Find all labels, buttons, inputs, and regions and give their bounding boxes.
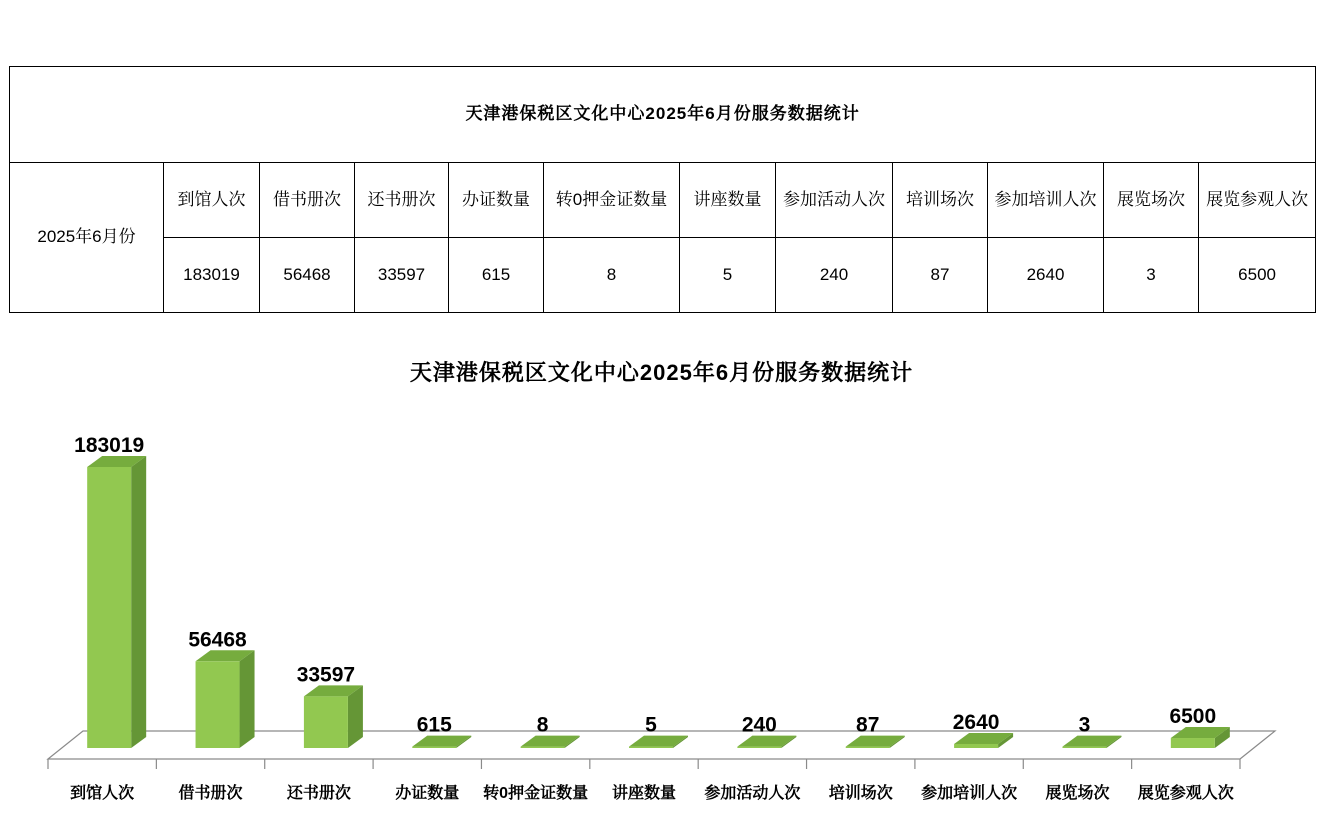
bar-front-face xyxy=(304,696,348,748)
category-label: 还书册次 xyxy=(286,785,351,802)
header-cell: 转0押金证数量 xyxy=(544,163,680,238)
category-label: 培训场次 xyxy=(828,785,893,802)
period-cell: 2025年6月份 xyxy=(10,163,164,313)
value-cell: 56468 xyxy=(260,238,355,313)
header-cell: 讲座数量 xyxy=(680,163,776,238)
category-label: 借书册次 xyxy=(178,785,243,802)
bar-front-face xyxy=(412,747,456,748)
header-cell: 培训场次 xyxy=(893,163,988,238)
header-cell: 参加培训人次 xyxy=(988,163,1104,238)
bar-value-label: 2640 xyxy=(952,710,1000,734)
bar-side-face xyxy=(131,456,146,748)
category-label: 参加活动人次 xyxy=(704,785,801,802)
bar-chart xyxy=(0,410,1323,832)
value-cell: 240 xyxy=(776,238,893,313)
bar-front-face xyxy=(846,747,890,748)
header-cell: 展览场次 xyxy=(1104,163,1199,238)
category-label: 转0押金证数量 xyxy=(483,785,589,802)
value-cell: 33597 xyxy=(355,238,449,313)
bar-value-label: 87 xyxy=(856,713,880,737)
bar-front-face xyxy=(737,747,781,748)
header-cell: 到馆人次 xyxy=(164,163,260,238)
bar-value-label: 6500 xyxy=(1169,705,1217,729)
bar-value-label: 3 xyxy=(1078,713,1091,737)
bar-front-face xyxy=(521,747,565,748)
bar-value-label: 240 xyxy=(741,713,777,737)
statistics-table xyxy=(9,66,1315,313)
bar-front-face xyxy=(954,744,998,748)
bar-side-face xyxy=(240,650,255,748)
category-label: 讲座数量 xyxy=(611,785,677,802)
value-cell: 5 xyxy=(680,238,776,313)
header-cell: 展览参观人次 xyxy=(1199,163,1316,238)
value-cell: 6500 xyxy=(1199,238,1316,313)
bar-front-face xyxy=(1171,738,1215,748)
value-cell: 2640 xyxy=(988,238,1104,313)
bar-chart-svg xyxy=(0,410,1323,832)
value-cell: 8 xyxy=(544,238,680,313)
header-cell: 办证数量 xyxy=(449,163,544,238)
category-label: 展览场次 xyxy=(1045,785,1110,802)
category-label: 到馆人次 xyxy=(70,785,135,802)
bar-front-face xyxy=(1062,747,1106,748)
table-title: 天津港保税区文化中心2025年6月份服务数据统计 xyxy=(10,67,1316,163)
bar-front-face xyxy=(196,661,240,748)
bar-value-label: 5 xyxy=(645,713,657,737)
value-cell: 615 xyxy=(449,238,544,313)
header-cell: 还书册次 xyxy=(355,163,449,238)
bar-front-face xyxy=(629,747,673,748)
category-label: 办证数量 xyxy=(395,785,460,802)
bar-front-face xyxy=(87,467,131,748)
value-cell: 183019 xyxy=(164,238,260,313)
category-label: 参加培训人次 xyxy=(921,785,1018,802)
header-cell: 参加活动人次 xyxy=(776,163,893,238)
header-cell: 借书册次 xyxy=(260,163,355,238)
bar-value-label: 183019 xyxy=(74,434,145,457)
bar-value-label: 56468 xyxy=(188,628,247,652)
value-cell: 87 xyxy=(893,238,988,313)
bar-value-label: 615 xyxy=(416,713,452,737)
bar-value-label: 8 xyxy=(536,713,549,737)
bar-side-face xyxy=(348,685,363,748)
bar-value-label: 33597 xyxy=(296,663,356,687)
chart-title: 天津港保税区文化中心2025年6月份服务数据统计 xyxy=(409,360,914,385)
category-label: 展览参观人次 xyxy=(1137,785,1234,802)
value-cell: 3 xyxy=(1104,238,1199,313)
